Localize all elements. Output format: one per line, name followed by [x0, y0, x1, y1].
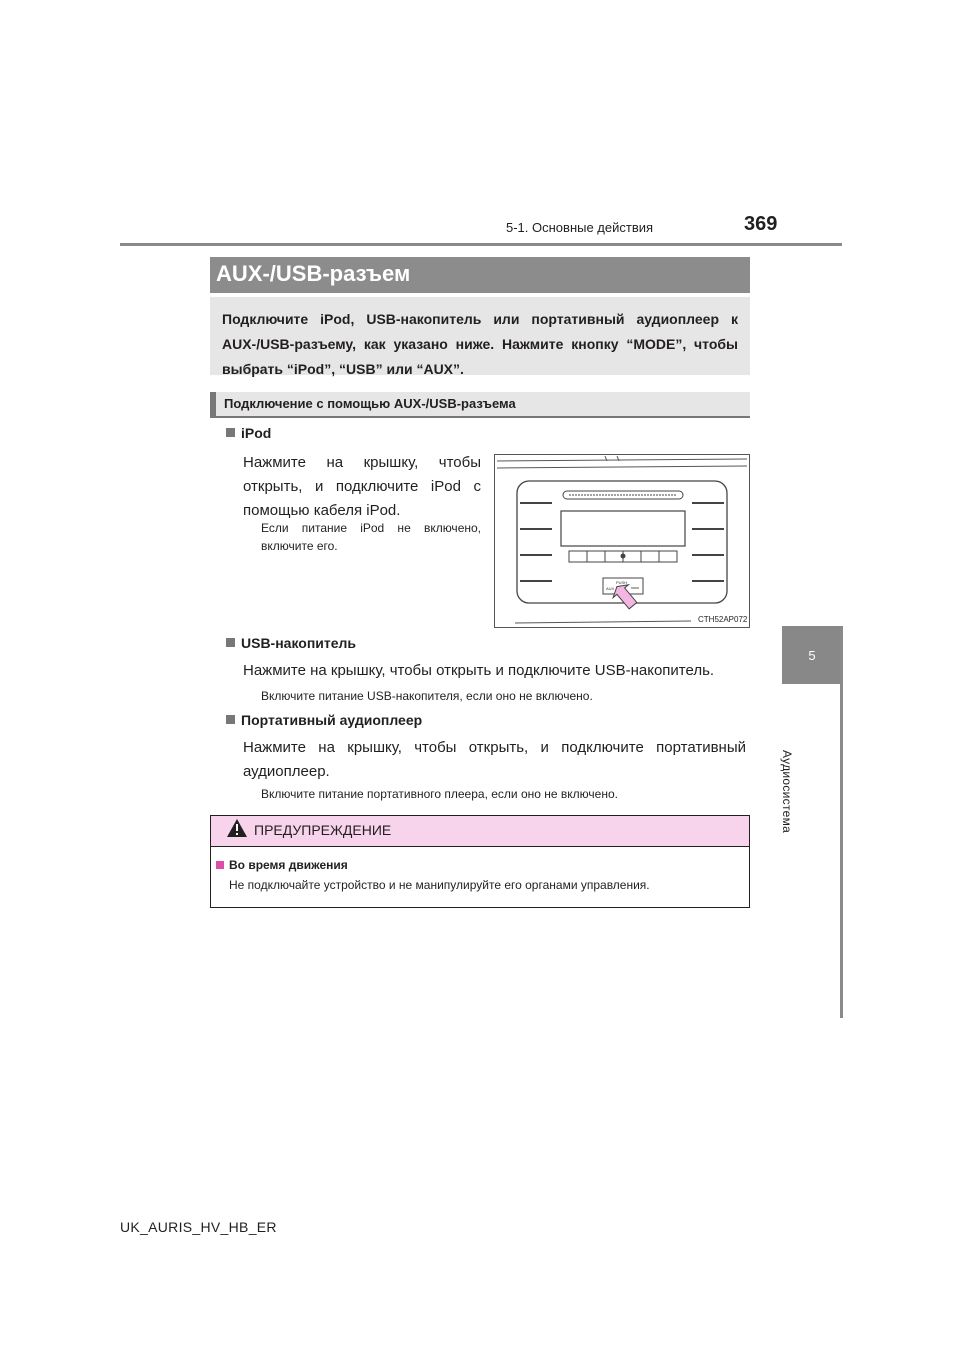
section-header: 5-1. Основные действия	[506, 220, 654, 235]
page-number: 369	[744, 213, 778, 235]
subsection-title: Подключение с помощью AUX-/USB-разъема	[224, 396, 516, 411]
audio-unit-illustration	[494, 454, 750, 628]
warning-bullet-icon	[216, 861, 224, 869]
warning-triangle-icon	[226, 818, 248, 843]
bullet-square-icon	[226, 715, 235, 724]
item-note-portable: Включите питание портативного плеера, если оно не включено.	[261, 787, 618, 801]
illustration-code: CTH52AP072	[698, 615, 748, 624]
chapter-title: Аудиосистема	[780, 750, 794, 834]
chapter-number: 5	[808, 647, 816, 663]
chapter-title-wrap	[770, 700, 830, 834]
subsection-rule	[210, 416, 750, 418]
bullet-square-icon	[226, 428, 235, 437]
item-body-usb: Нажмите на крышку, чтобы открыть и подключите USB-накопитель.	[243, 662, 715, 679]
item-heading-usb: USB-накопитель	[226, 635, 356, 651]
warning-title: ПРЕДУПРЕЖДЕНИЕ	[254, 822, 392, 838]
item-note-usb: Включите питание USB-накопителя, если оно не включено.	[261, 689, 593, 703]
page-title: AUX-/USB-разъем	[216, 261, 411, 286]
head-unit-drawing	[495, 455, 749, 627]
bullet-square-icon	[226, 638, 235, 647]
header-rule	[120, 243, 842, 246]
aux-label: AUX	[606, 586, 615, 591]
subsection-accent	[210, 392, 216, 416]
item-body-ipod: Нажмите на крышку, чтобы открыть, и подключите iPod с помощью кабеля iPod.	[243, 454, 481, 519]
item-note-ipod: Если питание iPod не включено, включите его.	[261, 521, 481, 553]
warning-text: Не подключайте устройство и не манипулируйте его органами управления.	[229, 878, 650, 892]
item-heading-portable: Портативный аудиоплеер	[226, 712, 422, 728]
item-heading-ipod: iPod	[226, 425, 271, 441]
item-body-portable: Нажмите на крышку, чтобы открыть, и подключите портативный аудиоплеер.	[243, 739, 746, 780]
warning-heading: Во время движения	[216, 858, 348, 872]
chapter-tab	[782, 626, 842, 684]
intro-text: Подключите iPod, USB-накопитель или портативный аудиоплеер к AUX-/USB-разъему, как указано ниже. Нажмите кнопку “MODE”, чтобы выбрать “iPod”, “USB” или “AUX”.	[210, 297, 750, 375]
chapter-rule	[840, 626, 843, 1018]
push-label: PUSH	[616, 580, 628, 585]
footer-code: UK_AURIS_HV_HB_ER	[120, 1219, 277, 1235]
